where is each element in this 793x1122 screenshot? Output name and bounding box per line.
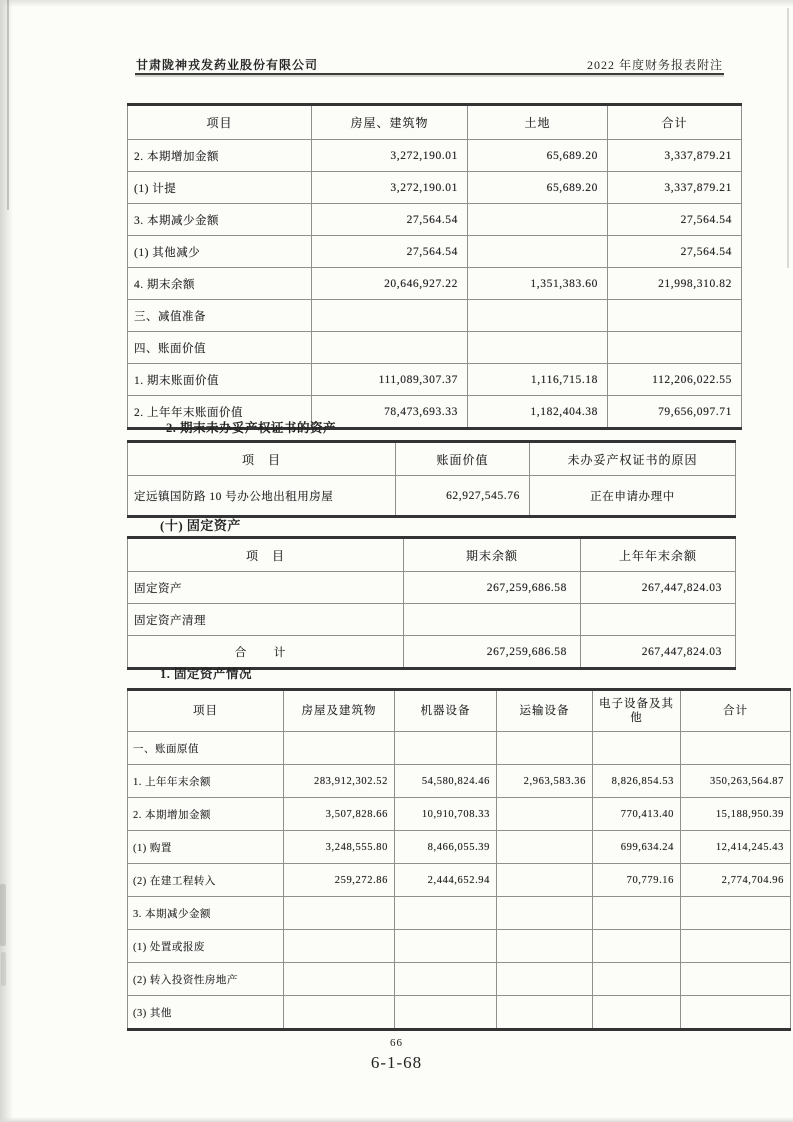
cell-value: 3,337,879.21 <box>608 140 742 172</box>
row-label: 3. 本期减少金额 <box>128 204 312 236</box>
table-row <box>128 963 791 996</box>
column-header: 项 目 <box>128 442 396 476</box>
table-row <box>128 732 791 765</box>
cell-value <box>593 930 681 963</box>
cell-value <box>284 996 395 1030</box>
section-title-no-certificate: 2. 期末未办妥产权证书的资产 <box>166 421 337 435</box>
column-header: 期末余额 <box>404 538 581 572</box>
cell-value <box>497 831 593 864</box>
cell-value: 770,413.40 <box>593 798 681 831</box>
row-label: 三、减值准备 <box>128 300 312 332</box>
cell-value <box>312 332 468 364</box>
scan-smudge <box>0 884 6 946</box>
document-code: 6-1-68 <box>370 1053 423 1072</box>
cell-value: 62,927,545.76 <box>396 476 530 517</box>
cell-value: 3,272,190.01 <box>312 172 468 204</box>
table-header-row <box>128 538 736 572</box>
cell-value <box>312 300 468 332</box>
cell-value <box>497 864 593 897</box>
column-header: 项目 <box>128 690 284 732</box>
cell-value <box>395 897 497 930</box>
cell-value <box>395 963 497 996</box>
column-header: 合计 <box>681 690 791 732</box>
table-header-row <box>128 690 791 732</box>
cell-value: 112,206,022.55 <box>608 364 742 396</box>
cell-value: 267,259,686.58 <box>404 636 581 669</box>
table-row <box>128 897 791 930</box>
fixed-assets-summary-table <box>127 536 736 670</box>
cell-value: 259,272.86 <box>284 864 395 897</box>
cell-value <box>468 204 608 236</box>
cell-value: 27,564.54 <box>312 204 468 236</box>
cell-value <box>681 963 791 996</box>
cell-value: 699,634.24 <box>593 831 681 864</box>
row-label: 定远镇国防路 10 号办公地出租用房屋 <box>128 476 396 517</box>
row-label: 2. 本期增加金额 <box>128 140 312 172</box>
column-header: 未办妥产权证书的原因 <box>530 442 736 476</box>
cell-value: 283,912,302.52 <box>284 765 395 798</box>
cell-value <box>284 930 395 963</box>
cell-value: 1,116,715.18 <box>468 364 608 396</box>
cell-value <box>395 930 497 963</box>
table-row <box>128 798 791 831</box>
cell-value: 78,473,693.33 <box>312 396 468 429</box>
row-label: (2) 转入投资性房地产 <box>128 963 284 996</box>
cell-value <box>681 930 791 963</box>
cell-value: 350,263,564.87 <box>681 765 791 798</box>
table-row <box>128 864 791 897</box>
cell-value <box>497 930 593 963</box>
scan-edge-line <box>7 0 9 210</box>
row-label: 4. 期末余额 <box>128 268 312 300</box>
column-header: 机器设备 <box>395 690 497 732</box>
column-header: 合计 <box>608 105 742 140</box>
cell-value: 正在申请办理中 <box>530 476 736 517</box>
row-label: (3) 其他 <box>128 996 284 1030</box>
cell-value: 21,998,310.82 <box>608 268 742 300</box>
table-row <box>128 831 791 864</box>
column-header: 土地 <box>468 105 608 140</box>
cell-value <box>497 798 593 831</box>
row-label: 3. 本期减少金额 <box>128 897 284 930</box>
column-header: 项 目 <box>128 538 404 572</box>
table-row <box>128 930 791 963</box>
cell-value <box>593 897 681 930</box>
table-header-row <box>128 442 736 476</box>
cell-value <box>608 332 742 364</box>
cell-value: 1,182,404.38 <box>468 396 608 429</box>
cell-value <box>468 236 608 268</box>
table-header-row <box>128 105 742 140</box>
scan-edge-right-line <box>787 8 789 268</box>
cell-value: 2,774,704.96 <box>681 864 791 897</box>
table-row <box>128 332 742 364</box>
cell-value <box>404 604 581 636</box>
cell-value <box>468 332 608 364</box>
cell-value: 3,272,190.01 <box>312 140 468 172</box>
cell-value: 65,689.20 <box>468 172 608 204</box>
cell-value <box>284 732 395 765</box>
cell-value: 27,564.54 <box>608 236 742 268</box>
table-row <box>128 204 742 236</box>
cell-value: 267,259,686.58 <box>404 572 581 604</box>
column-header: 项目 <box>128 105 312 140</box>
cell-value: 79,656,097.71 <box>608 396 742 429</box>
cell-value <box>497 732 593 765</box>
table-row <box>128 996 791 1030</box>
cell-value: 70,779.16 <box>593 864 681 897</box>
table-row <box>128 364 742 396</box>
cell-value: 65,689.20 <box>468 140 608 172</box>
row-label: 2. 本期增加金额 <box>128 798 284 831</box>
column-header: 房屋、建筑物 <box>312 105 468 140</box>
column-header: 房屋及建筑物 <box>284 690 395 732</box>
row-label: (1) 计提 <box>128 172 312 204</box>
scan-edge-bottom <box>0 1117 793 1122</box>
table-row <box>128 172 742 204</box>
row-label: 四、账面价值 <box>128 332 312 364</box>
cell-value: 267,447,824.03 <box>581 572 736 604</box>
cell-value: 15,188,950.39 <box>681 798 791 831</box>
table-row <box>128 572 736 604</box>
cell-value <box>593 996 681 1030</box>
cell-value <box>681 996 791 1030</box>
cell-value <box>468 300 608 332</box>
cell-value: 2,963,583.36 <box>497 765 593 798</box>
column-header: 电子设备及其他 <box>593 690 681 732</box>
cell-value: 27,564.54 <box>312 236 468 268</box>
column-header: 上年年末余额 <box>581 538 736 572</box>
no-certificate-assets-table <box>127 440 736 518</box>
cell-value: 8,826,854.53 <box>593 765 681 798</box>
column-header: 账面价值 <box>396 442 530 476</box>
cell-value <box>284 963 395 996</box>
row-label: 1. 期末账面价值 <box>128 364 312 396</box>
section-title-fixed-assets: (十) 固定资产 <box>160 518 241 533</box>
row-label: 2. 上年年末账面价值 <box>128 396 312 429</box>
cell-value <box>395 996 497 1030</box>
row-label: (1) 其他减少 <box>128 236 312 268</box>
table-row <box>128 476 736 517</box>
row-label: 1. 上年年末余额 <box>128 765 284 798</box>
cell-value <box>497 996 593 1030</box>
cell-value <box>593 963 681 996</box>
cell-value <box>681 897 791 930</box>
cell-value: 10,910,708.33 <box>395 798 497 831</box>
section-title-fixed-assets-detail: 1. 固定资产情况 <box>160 667 253 681</box>
row-label: 固定资产 <box>128 572 404 604</box>
header-rule <box>135 73 724 75</box>
report-title: 2022 年度财务报表附注 <box>586 58 723 72</box>
table-row <box>128 604 736 636</box>
cell-value: 1,351,383.60 <box>468 268 608 300</box>
cell-value <box>593 732 681 765</box>
cell-value <box>581 604 736 636</box>
cell-value: 8,466,055.39 <box>395 831 497 864</box>
cell-value <box>681 732 791 765</box>
cell-value: 3,337,879.21 <box>608 172 742 204</box>
cell-value: 27,564.54 <box>608 204 742 236</box>
cell-value: 20,646,927.22 <box>312 268 468 300</box>
cell-value <box>608 300 742 332</box>
column-header: 运输设备 <box>497 690 593 732</box>
fixed-assets-detail-table <box>127 688 791 1031</box>
cell-value: 2,444,652.94 <box>395 864 497 897</box>
cell-value: 267,447,824.03 <box>581 636 736 669</box>
table-row <box>128 140 742 172</box>
row-label: (1) 处置或报废 <box>128 930 284 963</box>
cell-value: 3,248,555.80 <box>284 831 395 864</box>
cell-value <box>284 897 395 930</box>
cell-value: 12,414,245.43 <box>681 831 791 864</box>
row-label: 一、账面原值 <box>128 732 284 765</box>
table-row <box>128 268 742 300</box>
cell-value <box>395 732 497 765</box>
cell-value <box>497 963 593 996</box>
scan-edge-top <box>0 0 793 7</box>
table-row <box>128 300 742 332</box>
row-label: 合 计 <box>128 636 404 669</box>
company-name: 甘肃陇神戎发药业股份有限公司 <box>136 58 319 72</box>
cell-value <box>497 897 593 930</box>
row-label: (1) 购置 <box>128 831 284 864</box>
row-label: (2) 在建工程转入 <box>128 864 284 897</box>
cell-value: 3,507,828.66 <box>284 798 395 831</box>
cell-value: 111,089,307.37 <box>312 364 468 396</box>
table-row <box>128 765 791 798</box>
page-number: 66 <box>390 1037 403 1049</box>
cell-value: 54,580,824.46 <box>395 765 497 798</box>
scan-smudge <box>1 952 6 986</box>
depreciation-continuation-table <box>127 103 742 430</box>
row-label: 固定资产清理 <box>128 604 404 636</box>
table-row <box>128 236 742 268</box>
